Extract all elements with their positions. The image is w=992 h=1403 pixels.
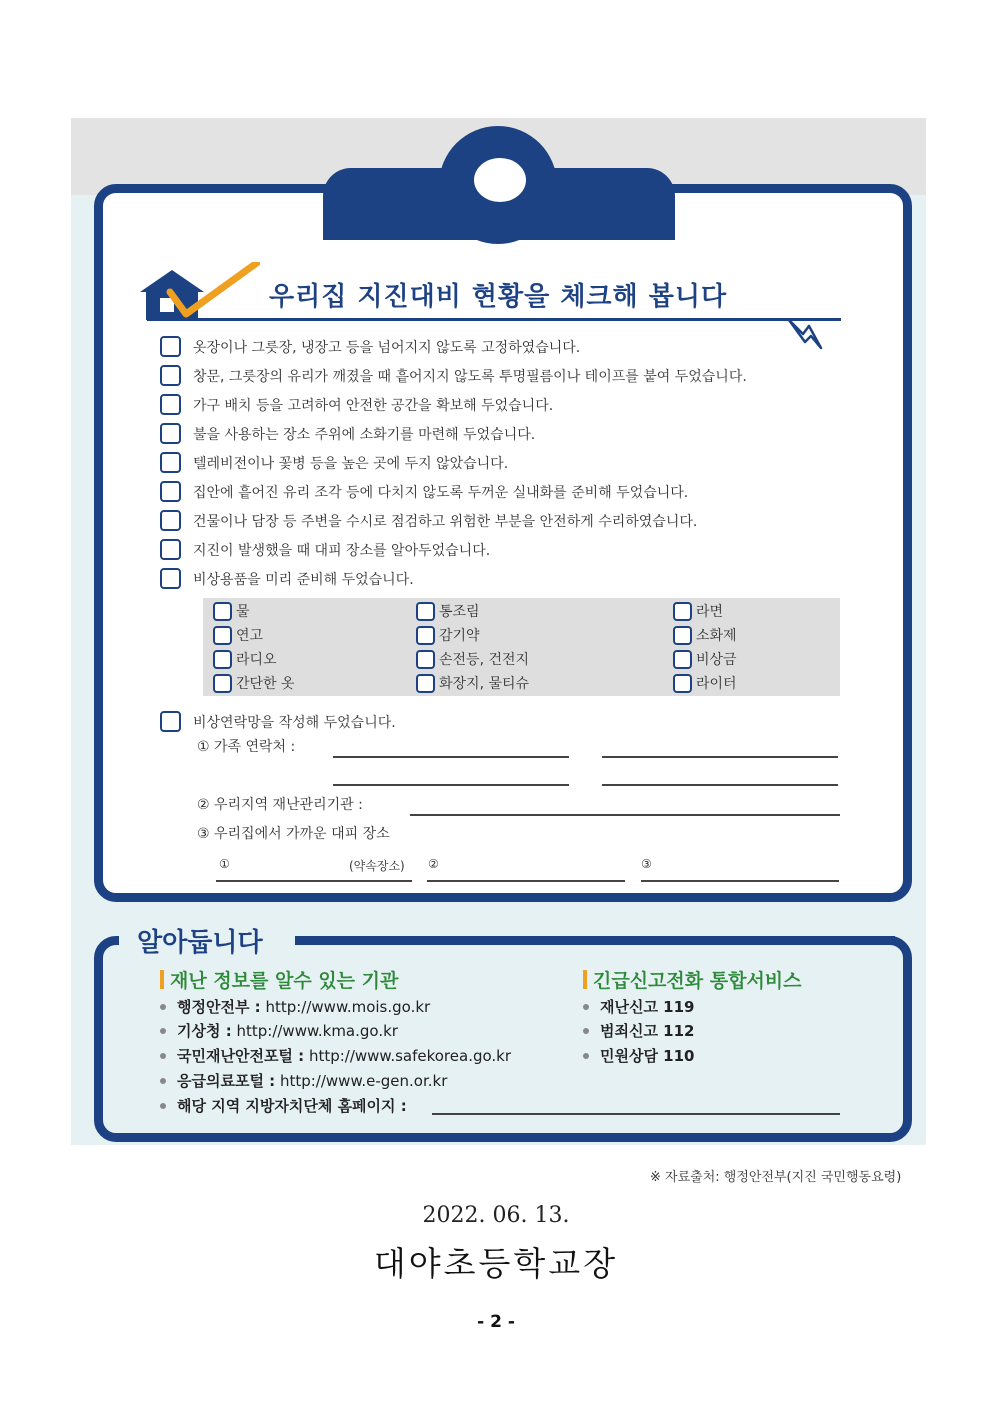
bullet-icon (583, 1053, 589, 1059)
checkbox[interactable] (160, 452, 181, 473)
checklist-item-contact[interactable] (160, 707, 396, 736)
supply-item[interactable] (416, 601, 480, 621)
agency-name: 행정안전부 : (177, 998, 261, 1016)
source-note: ※ 자료출처: 행정안전부(지진 국민행동요령) (650, 1170, 902, 1185)
supply-label: 물 (236, 604, 250, 620)
checkbox[interactable] (160, 539, 181, 560)
notice-rule (295, 936, 895, 945)
supply-label: 화장지, 물티슈 (439, 676, 530, 692)
checklist-item-text: 창문, 그릇장의 유리가 깨졌을 때 흩어지지 않도록 투명필름이나 테이프를 붙여 두었습니다. (193, 368, 747, 385)
family-contact-line[interactable] (333, 756, 569, 758)
supply-item[interactable] (213, 673, 295, 693)
hotline-text: 민원상담 110 (600, 1047, 695, 1065)
checkbox[interactable] (213, 602, 232, 621)
checklist-item-text: 지진이 발생했을 때 대피 장소를 알아두었습니다. (193, 542, 491, 559)
supply-item[interactable] (673, 601, 723, 621)
agency-item (160, 1020, 398, 1041)
checkbox[interactable] (673, 650, 692, 669)
checklist-item[interactable] (160, 564, 747, 593)
checklist-item[interactable] (160, 332, 747, 361)
hotline-text: 범죄신고 112 (600, 1022, 695, 1040)
checklist-item[interactable] (160, 535, 747, 564)
checkbox[interactable] (416, 602, 435, 621)
bullet-icon (583, 1028, 589, 1034)
checkbox[interactable] (160, 711, 181, 732)
house-check-icon (140, 262, 260, 324)
checklist-item-text: 건물이나 담장 등 주변을 수시로 점검하고 위험한 부분을 안전하게 수리하였습니다. (193, 513, 698, 530)
supply-item[interactable] (213, 625, 263, 645)
supply-label: 비상금 (696, 652, 737, 668)
bullet-icon (583, 1004, 589, 1010)
supply-label: 간단한 옷 (236, 676, 295, 692)
bullet-icon (160, 1103, 166, 1109)
checklist-item-text: 불을 사용하는 장소 주위에 소화기를 마련해 두었습니다. (193, 426, 536, 443)
shelter-line[interactable] (216, 880, 412, 882)
disaster-agency-label: ② 우리지역 재난관리기관 : (197, 797, 363, 813)
checklist-item-text: 텔레비전이나 꽃병 등을 높은 곳에 두지 않았습니다. (193, 455, 509, 472)
page-number: - 2 - (477, 1312, 515, 1332)
title-underline (147, 318, 841, 321)
supply-item[interactable] (416, 649, 529, 669)
agency-name: 응급의료포털 : (177, 1072, 276, 1090)
disaster-agency-line[interactable] (410, 814, 840, 816)
checkbox[interactable] (673, 602, 692, 621)
checkbox[interactable] (160, 568, 181, 589)
supply-label: 연고 (236, 628, 264, 644)
checkbox[interactable] (160, 336, 181, 357)
checklist-item[interactable] (160, 419, 747, 448)
checklist-item[interactable] (160, 477, 747, 506)
checklist (160, 332, 747, 593)
checkbox[interactable] (160, 394, 181, 415)
supply-label: 라이터 (696, 676, 737, 692)
clipboard-hole (474, 158, 526, 202)
bullet-icon (160, 1053, 166, 1059)
checkbox[interactable] (416, 674, 435, 693)
checkbox[interactable] (416, 650, 435, 669)
checkbox[interactable] (160, 510, 181, 531)
hotline-item (583, 996, 695, 1017)
hotlines-heading (583, 966, 802, 993)
shelter-1-mark: ① (219, 857, 230, 871)
agency-item (160, 996, 430, 1017)
emergency-supplies-grid (203, 598, 840, 696)
checklist-item[interactable] (160, 448, 747, 477)
shelter-line[interactable] (641, 880, 839, 882)
checklist-item[interactable] (160, 390, 747, 419)
bullet-icon (160, 1004, 166, 1010)
agencies-heading (160, 966, 398, 993)
shelter-3-mark: ③ (641, 857, 652, 871)
principal-signature: 대야초등학교장 (373, 1244, 619, 1283)
supply-label: 손전등, 건전지 (439, 652, 530, 668)
checklist-panel (71, 118, 926, 1145)
supply-item[interactable] (416, 625, 480, 645)
supply-label: 통조림 (439, 604, 480, 620)
agency-url[interactable]: http://www.kma.go.kr (236, 1021, 398, 1040)
supply-label: 소화제 (696, 628, 737, 644)
agency-item (160, 1095, 407, 1116)
family-contact-line[interactable] (333, 784, 569, 786)
checklist-title: 우리집 지진대비 현황을 체크해 봅니다 (269, 282, 728, 312)
agency-url[interactable]: http://www.safekorea.go.kr (308, 1046, 512, 1065)
checklist-item-text: 비상용품을 미리 준비해 두었습니다. (193, 571, 414, 588)
checkbox[interactable] (213, 626, 232, 645)
supply-label: 라디오 (236, 652, 277, 668)
checkbox[interactable] (213, 650, 232, 669)
hotline-text: 재난신고 119 (600, 998, 695, 1016)
supply-item[interactable] (673, 649, 737, 669)
checkbox[interactable] (160, 365, 181, 386)
checklist-item[interactable] (160, 506, 747, 535)
heading-bar (583, 970, 587, 989)
notice-title: 알아둡니다 (137, 928, 263, 958)
agency-name: 국민재난안전포털 : (177, 1047, 305, 1065)
checklist-item-text: 가구 배치 등을 고려하여 안전한 공간을 확보해 두었습니다. (193, 397, 554, 414)
checkbox[interactable] (160, 423, 181, 444)
shelter-line[interactable] (427, 880, 625, 882)
supply-item[interactable] (673, 625, 737, 645)
supply-item[interactable] (213, 649, 277, 669)
supply-label: 라면 (696, 604, 724, 620)
lightning-icon (781, 314, 831, 350)
checkbox[interactable] (416, 626, 435, 645)
bullet-icon (160, 1078, 166, 1084)
agency-url[interactable]: http://www.mois.go.kr (265, 997, 431, 1016)
checklist-item-text: 비상연락망을 작성해 두었습니다. (193, 714, 396, 731)
agency-name: 해당 지역 지방자치단체 홈페이지 : (177, 1097, 407, 1115)
supply-item[interactable] (673, 673, 737, 693)
heading-bar (160, 970, 164, 989)
checklist-item-text: 옷장이나 그릇장, 냉장고 등을 넘어지지 않도록 고정하였습니다. (193, 339, 581, 356)
supply-label: 감기약 (439, 628, 480, 644)
family-contact-line[interactable] (602, 756, 838, 758)
agency-item (160, 1045, 511, 1066)
checklist-item[interactable] (160, 361, 747, 390)
family-contact-line[interactable] (602, 784, 838, 786)
hotline-item (583, 1045, 695, 1066)
checkbox[interactable] (213, 674, 232, 693)
supply-item[interactable] (416, 673, 529, 693)
agencies-heading-text: 재난 정보를 알수 있는 기관 (170, 970, 399, 992)
checkbox[interactable] (160, 481, 181, 502)
agency-name: 기상청 : (177, 1022, 232, 1040)
supply-item[interactable] (213, 601, 250, 621)
document-date: 2022. 06. 13. (422, 1203, 570, 1228)
shelter-label: ③ 우리집에서 가까운 대피 장소 (197, 826, 390, 842)
hotline-item (583, 1020, 695, 1041)
hotlines-heading-text: 긴급신고전화 통합서비스 (593, 970, 802, 992)
shelter-2-mark: ② (428, 857, 439, 871)
bullet-icon (160, 1028, 166, 1034)
family-contact-label: ① 가족 연락처 : (197, 739, 296, 755)
agency-url[interactable]: http://www.e-gen.or.kr (279, 1071, 448, 1090)
checkbox[interactable] (673, 674, 692, 693)
local-gov-homepage-line[interactable] (432, 1113, 840, 1115)
agency-item (160, 1070, 447, 1091)
shelter-meeting-note: (약속장소) (349, 859, 405, 873)
checklist-item-text: 집안에 흩어진 유리 조각 등에 다치지 않도록 두꺼운 실내화를 준비해 두었습니다. (193, 484, 689, 501)
checkbox[interactable] (673, 626, 692, 645)
